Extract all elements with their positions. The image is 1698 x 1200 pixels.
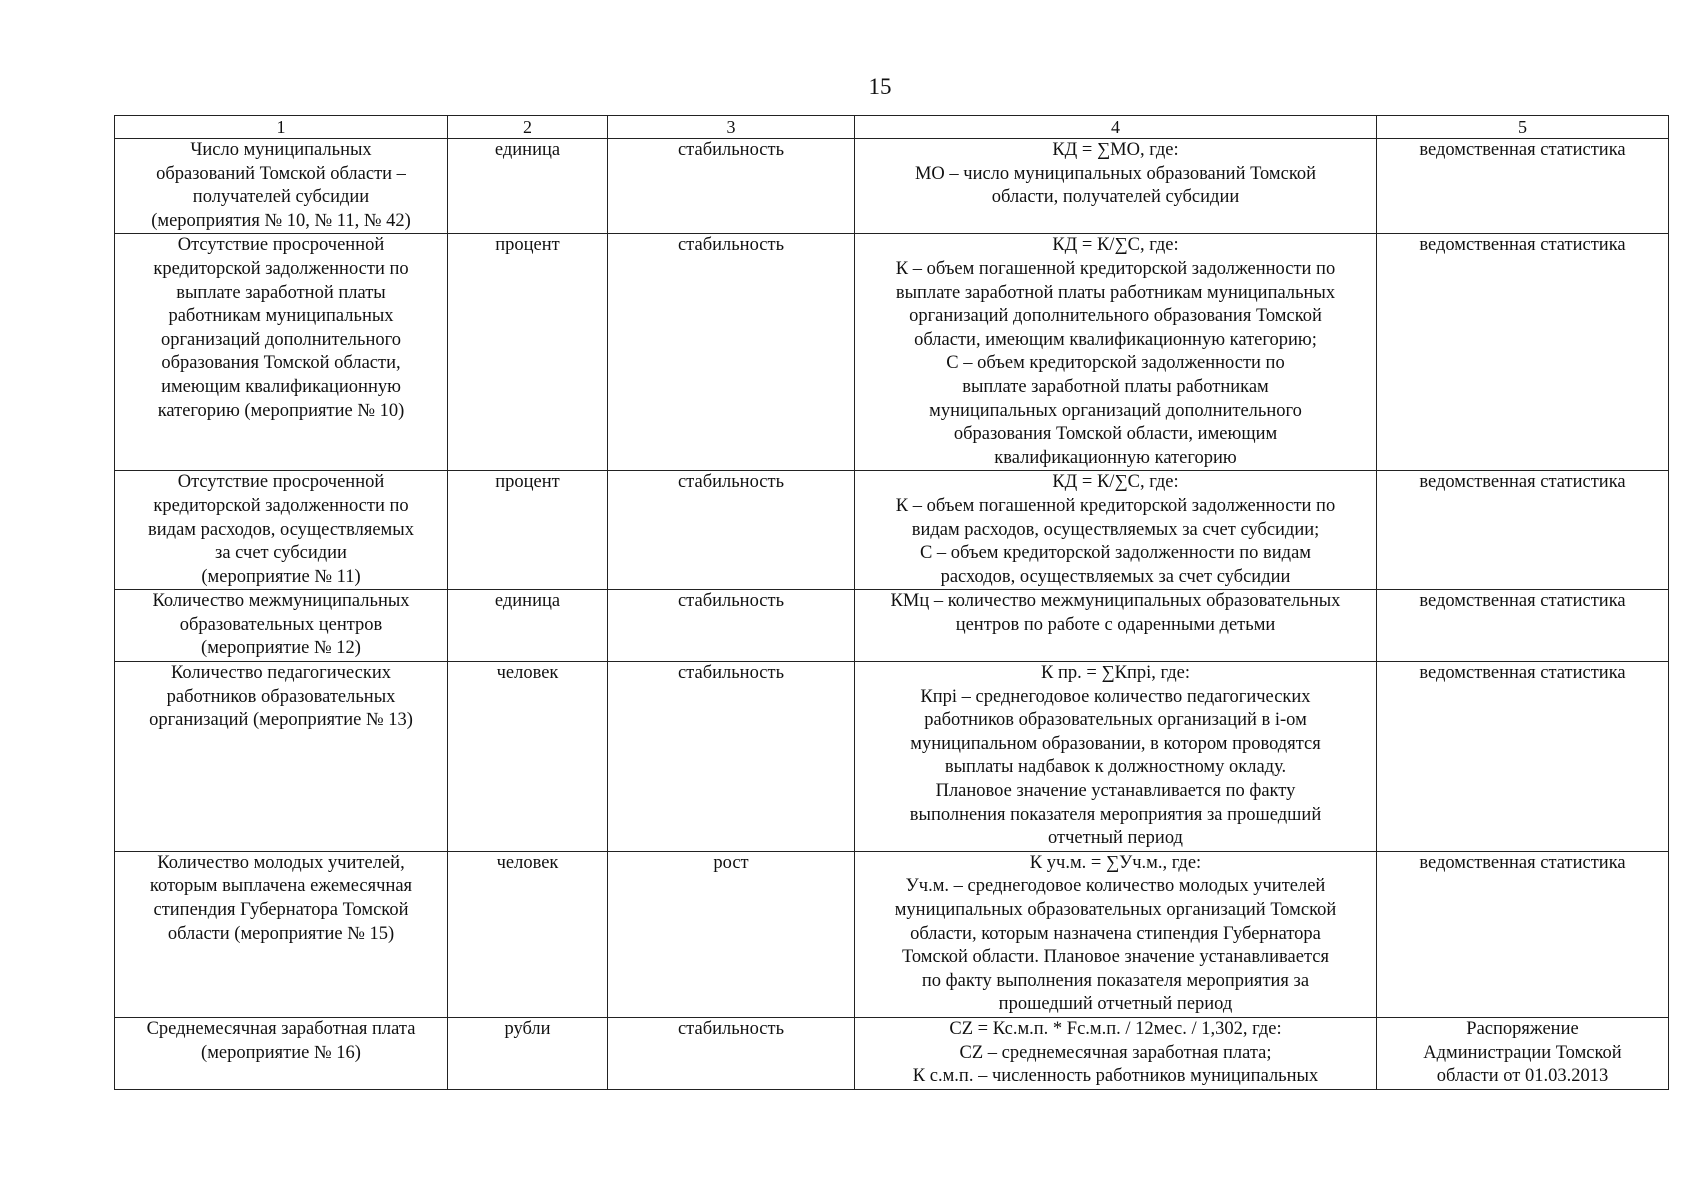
indicator-name-cell-line: Отсутствие просроченной [177, 472, 385, 493]
source-cell-line: Администрации Томской [1423, 1042, 1622, 1063]
source-cell [1377, 234, 1669, 471]
trend-cell: стабильность [608, 234, 855, 471]
formula-cell-line: К – объем погашенной кредиторской задолженности по [895, 495, 1336, 516]
formula-cell-line: выплаты надбавок к должностному окладу. [944, 757, 1287, 778]
formula-cell-line: Плановое значение устанавливается по факту [935, 781, 1296, 802]
indicator-name-cell-line: работников образовательных [166, 686, 396, 707]
unit-cell: процент [448, 471, 608, 590]
formula-cell-line: видам расходов, осуществляемых за счет субсидии; [911, 519, 1320, 540]
indicator-name-cell-line: Количество межмуниципальных [152, 591, 410, 612]
trend-cell: стабильность [608, 139, 855, 234]
formula-cell-line: отчетный период [1048, 828, 1183, 849]
source-cell-line: области от 01.03.2013 [1436, 1066, 1609, 1087]
formula-cell-line: КМц – количество межмуниципальных образовательных [890, 591, 1341, 612]
trend-cell: стабильность [608, 590, 855, 662]
source-cell [1377, 662, 1669, 852]
source-cell-line: ведомственная статистика [1419, 472, 1626, 493]
trend-cell: стабильность [608, 471, 855, 590]
indicator-name-cell [115, 139, 448, 234]
formula-cell-line: CZ = Кс.м.п. * Fс.м.п. / 12мес. / 1,302, где: [949, 1018, 1282, 1039]
page-number: 15 [868, 74, 892, 99]
formula-cell-line: CZ – среднемесячная заработная плата; [959, 1042, 1272, 1063]
formula-cell-line: К уч.м. = ∑Уч.м., где: [1029, 852, 1202, 873]
unit-cell: рубли [448, 1017, 608, 1089]
formula-cell-line: муниципальных организаций дополнительного [929, 400, 1302, 421]
formula-cell-line: Уч.м. – среднегодовое количество молодых учителей [905, 876, 1326, 897]
indicator-name-cell [115, 234, 448, 471]
indicator-name-cell-line: выплате заработной платы [176, 282, 386, 303]
formula-cell-line: расходов, осуществляемых за счет субсидии [940, 566, 1291, 587]
source-cell-line: ведомственная статистика [1419, 140, 1626, 160]
formula-cell-line: муниципальных образовательных организаций Томской [894, 900, 1337, 920]
column-header-5: 5 [1377, 116, 1669, 139]
indicator-name-cell-line: за счет субсидии [215, 543, 347, 564]
formula-cell [855, 662, 1377, 852]
indicator-name-cell [115, 1017, 448, 1089]
formula-cell-line: С – объем кредиторской задолженности по [946, 353, 1285, 374]
trend-cell: стабильность [608, 1017, 855, 1089]
source-cell [1377, 471, 1669, 590]
source-cell-line: ведомственная статистика [1419, 591, 1626, 612]
source-cell-line: ведомственная статистика [1419, 663, 1626, 684]
formula-cell [855, 590, 1377, 662]
indicator-name-cell-line: работникам муниципальных [168, 306, 394, 327]
formula-cell-line: выплате заработной платы работникам [962, 376, 1269, 397]
indicator-name-cell-line: образования Томской области, [161, 353, 401, 374]
column-header-3: 3 [608, 116, 855, 139]
indicator-name-cell-line: кредиторской задолженности по [153, 495, 409, 516]
formula-cell-line: работников образовательных организаций в i-ом [924, 710, 1307, 731]
formula-cell-line: Томской области. Плановое значение устанавливается [901, 947, 1329, 968]
indicator-name-cell [115, 851, 448, 1017]
table-row [115, 662, 1669, 852]
indicator-name-cell-line: области (мероприятие № 15) [167, 923, 395, 944]
formula-cell-line: выполнения показателя мероприятия за прошедший [909, 804, 1322, 825]
formula-cell-line: КД = К/∑С, где: [1052, 235, 1179, 256]
formula-cell-line: области, имеющим квалификационную категорию; [914, 329, 1317, 350]
indicator-name-cell-line: получателей субсидии [192, 187, 370, 208]
formula-cell [855, 139, 1377, 234]
indicator-name-cell-line: организаций дополнительного [160, 329, 402, 350]
indicator-name-cell-line: которым выплачена ежемесячная [149, 876, 413, 897]
indicator-name-cell [115, 662, 448, 852]
indicator-name-cell [115, 590, 448, 662]
formula-cell [855, 851, 1377, 1017]
formula-cell-line: Кпрi – среднегодовое количество педагогических [920, 686, 1311, 707]
header-row [115, 116, 1669, 139]
indicator-name-cell-line: (мероприятия № 10, № 11, № 42) [151, 210, 411, 231]
formula-cell-line: организаций дополнительного образования Томской [909, 306, 1322, 327]
indicator-name-cell-line: Среднемесячная заработная плата [146, 1018, 416, 1039]
source-cell-line: ведомственная статистика [1419, 852, 1626, 873]
table-row [115, 471, 1669, 590]
indicator-name-cell-line: (мероприятие № 12) [201, 638, 361, 659]
table-row [115, 590, 1669, 662]
formula-cell-line: К – объем погашенной кредиторской задолженности по [895, 258, 1336, 279]
formula-cell [855, 234, 1377, 471]
formula-cell-line: области, которым назначена стипендия Губернатора [910, 923, 1321, 944]
source-cell [1377, 590, 1669, 662]
column-header-1: 1 [115, 116, 448, 139]
indicator-name-cell-line: Число муниципальных [190, 140, 372, 160]
unit-cell: единица [448, 139, 608, 234]
formula-cell-line: КД = К/∑С, где: [1052, 472, 1179, 493]
formula-cell-line: муниципальном образовании, в котором проводятся [910, 733, 1321, 754]
formula-cell-line: прошедший отчетный период [998, 994, 1233, 1015]
formula-cell [855, 1017, 1377, 1089]
table-row [115, 1017, 1669, 1089]
table-row [115, 851, 1669, 1017]
unit-cell: человек [448, 662, 608, 852]
indicator-name-cell-line: категорию (мероприятие № 10) [157, 400, 405, 421]
formula-cell-line: образования Томской области, имеющим [953, 424, 1278, 445]
formula-cell-line: К пр. = ∑Кпрi, где: [1041, 663, 1190, 684]
source-cell [1377, 851, 1669, 1017]
trend-cell: стабильность [608, 662, 855, 852]
formula-cell-line: по факту выполнения показателя мероприятия за [921, 970, 1310, 991]
indicator-name-cell-line: видам расходов, осуществляемых [148, 519, 414, 540]
indicator-name-cell-line: стипендия Губернатора Томской [153, 900, 409, 920]
indicator-name-cell-line: Количество педагогических [171, 663, 391, 684]
indicator-name-cell-line: Количество молодых учителей, [157, 852, 405, 873]
source-cell-line: Распоряжение [1466, 1018, 1579, 1039]
indicator-name-cell-line: образований Томской области – [156, 163, 406, 184]
unit-cell: единица [448, 590, 608, 662]
unit-cell: процент [448, 234, 608, 471]
formula-cell-line: центров по работе с одаренными детьми [955, 614, 1276, 635]
source-cell [1377, 139, 1669, 234]
trend-cell: рост [608, 851, 855, 1017]
column-header-4: 4 [855, 116, 1377, 139]
indicator-name-cell-line: Отсутствие просроченной [177, 235, 385, 256]
formula-cell-line: КД = ∑МО, где: [1052, 140, 1179, 160]
formula-cell-line: выплате заработной платы работникам муниципальных [895, 282, 1336, 303]
formula-cell-line: К с.м.п. – численность работников муниципальных [912, 1066, 1319, 1087]
indicator-name-cell-line: кредиторской задолженности по [153, 258, 409, 279]
indicator-name-cell-line: (мероприятие № 11) [201, 566, 361, 587]
indicators-table [114, 115, 1669, 1090]
source-cell [1377, 1017, 1669, 1089]
formula-cell [855, 471, 1377, 590]
indicator-name-cell [115, 471, 448, 590]
indicator-name-cell-line: организаций (мероприятие № 13) [149, 710, 413, 731]
table-row [115, 139, 1669, 234]
column-header-2: 2 [448, 116, 608, 139]
indicator-name-cell-line: (мероприятие № 16) [201, 1042, 361, 1063]
indicator-name-cell-line: имеющим квалификационную [161, 376, 401, 397]
table-row [115, 234, 1669, 471]
formula-cell-line: МО – число муниципальных образований Томской [914, 163, 1317, 184]
formula-cell-line: С – объем кредиторской задолженности по видам [919, 543, 1312, 564]
formula-cell-line: области, получателей субсидии [991, 187, 1240, 208]
unit-cell: человек [448, 851, 608, 1017]
indicator-name-cell-line: образовательных центров [179, 614, 383, 635]
source-cell-line: ведомственная статистика [1419, 235, 1626, 256]
formula-cell-line: квалификационную категорию [994, 447, 1237, 468]
